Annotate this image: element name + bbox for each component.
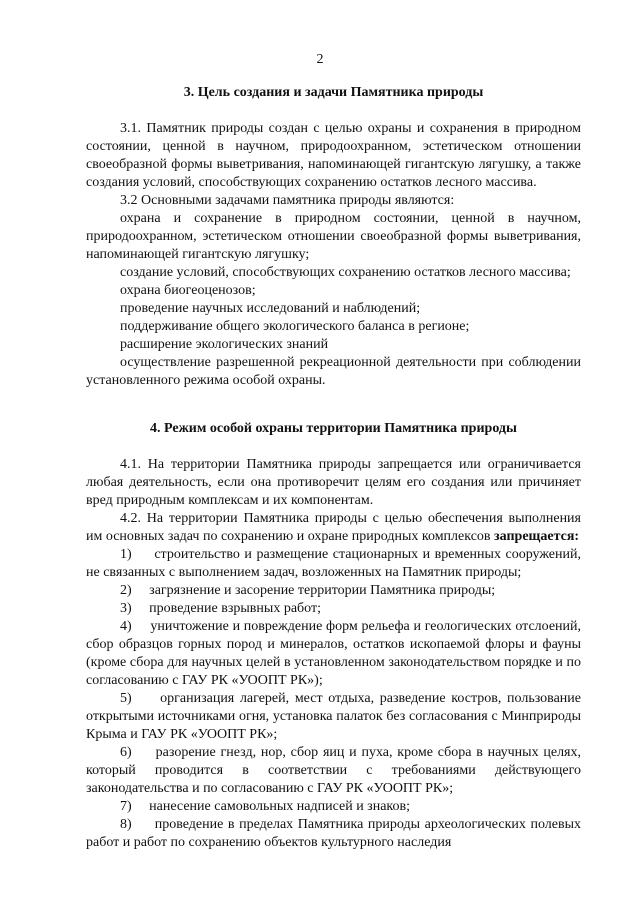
item-text: уничтожение и повреждение форм рельефа и геологических отслоений, сбор образцов горных пород и минералов, остатков ископаемой флоры и фауны (кроме сбора для научных целей в установленном законодательством порядке и по согласованию с ГАУ РК «УООПТ РК»); (86, 619, 582, 688)
task-item: охрана и сохранение в природном состоянии, ценной в научном, природоохранном, эстетическом отношении своеобразной формы выветривания, напоминающей гигантскую лягушку; (86, 211, 581, 262)
prohibition-item-4 (86, 618, 581, 690)
prohibition-item-1 (86, 546, 581, 582)
item-text: загрязнение и засорение территории Памятника природы; (149, 583, 496, 598)
item-text: нанесение самовольных надписей и знаков; (149, 799, 411, 814)
section-4-heading: 4. Режим особой охраны территории Памятника природы (150, 421, 517, 436)
item-text: проведение взрывных работ; (149, 601, 321, 616)
item-number: 4) (120, 619, 132, 634)
paragraph-4-1: 4.1. На территории Памятника природы запрещается или ограничивается любая деятельность, если она противоречит целям его создания или причиняет вред природным комплексам и их компонентам. (86, 457, 581, 508)
prohibition-item-5 (86, 690, 581, 744)
item-number: 1) (120, 547, 132, 562)
paragraph-4-2 (86, 510, 581, 546)
task-item: создание условий, способствующих сохранению остатков лесного массива; (120, 265, 571, 280)
prohibition-item-6 (86, 744, 581, 798)
task-item: расширение экологических знаний (120, 337, 329, 352)
item-text: строительство и размещение стационарных и временных сооружений, не связанных с выполнением задач, возложенных на Памятник природы; (86, 547, 581, 580)
item-number: 2) (120, 583, 132, 598)
prohibition-item-8 (86, 816, 581, 852)
prohibition-item-3 (86, 600, 581, 618)
item-number: 8) (120, 817, 132, 832)
item-number: 3) (120, 601, 132, 616)
prohibition-item-2 (86, 582, 581, 600)
paragraph-3-1: 3.1. Памятник природы создан с целью охраны и сохранения в природном состоянии, ценной в научном, природоохранном, эстетическом отношении своеобразной формы выветривания, напоминающей гигантскую лягушку, а также создания условий, способствующих сохранению остатков лесного массива. (86, 121, 581, 190)
prohibited-label: запрещается: (494, 529, 580, 544)
task-item: поддерживание общего экологического баланса в регионе; (120, 319, 470, 334)
paragraph-3-2: 3.2 Основными задачами памятника природы являются: (120, 193, 455, 208)
item-text: проведение в пределах Памятника природы археологических полевых работ и работ по сохранению объектов культурного наследия (86, 817, 582, 850)
item-number: 5) (120, 691, 132, 706)
section-4 (86, 420, 581, 852)
item-text: организация лагерей, мест отдыха, разведение костров, пользование открытыми источниками огня, установка палаток без согласования с Минприроды Крыма и ГАУ РК «УООПТ РК»; (86, 691, 582, 742)
item-number: 7) (120, 799, 132, 814)
task-item: охрана биогеоценозов; (120, 283, 256, 298)
task-item: осуществление разрешенной рекреационной деятельности при соблюдении установленного режима особой охраны. (86, 355, 581, 388)
page-number: 2 (316, 52, 324, 67)
section-3-heading: 3. Цель создания и задачи Памятника природы (183, 85, 484, 100)
paragraph-4-2-text: 4.2. На территории Памятника природы с целью обеспечения выполнения им основных задач по сохранению и охране природных комплексов (86, 511, 581, 544)
item-text: разорение гнезд, нор, сбор яиц и пуха, кроме сбора в научных целях, который проводится в соответствии с требованиями действующего законодательства и по согласованию с ГАУ РК «УООПТ РК»; (86, 745, 581, 796)
prohibition-item-7 (86, 798, 581, 816)
item-number: 6) (120, 745, 132, 760)
section-3 (86, 84, 581, 390)
task-item: проведение научных исследований и наблюдений; (120, 301, 421, 316)
